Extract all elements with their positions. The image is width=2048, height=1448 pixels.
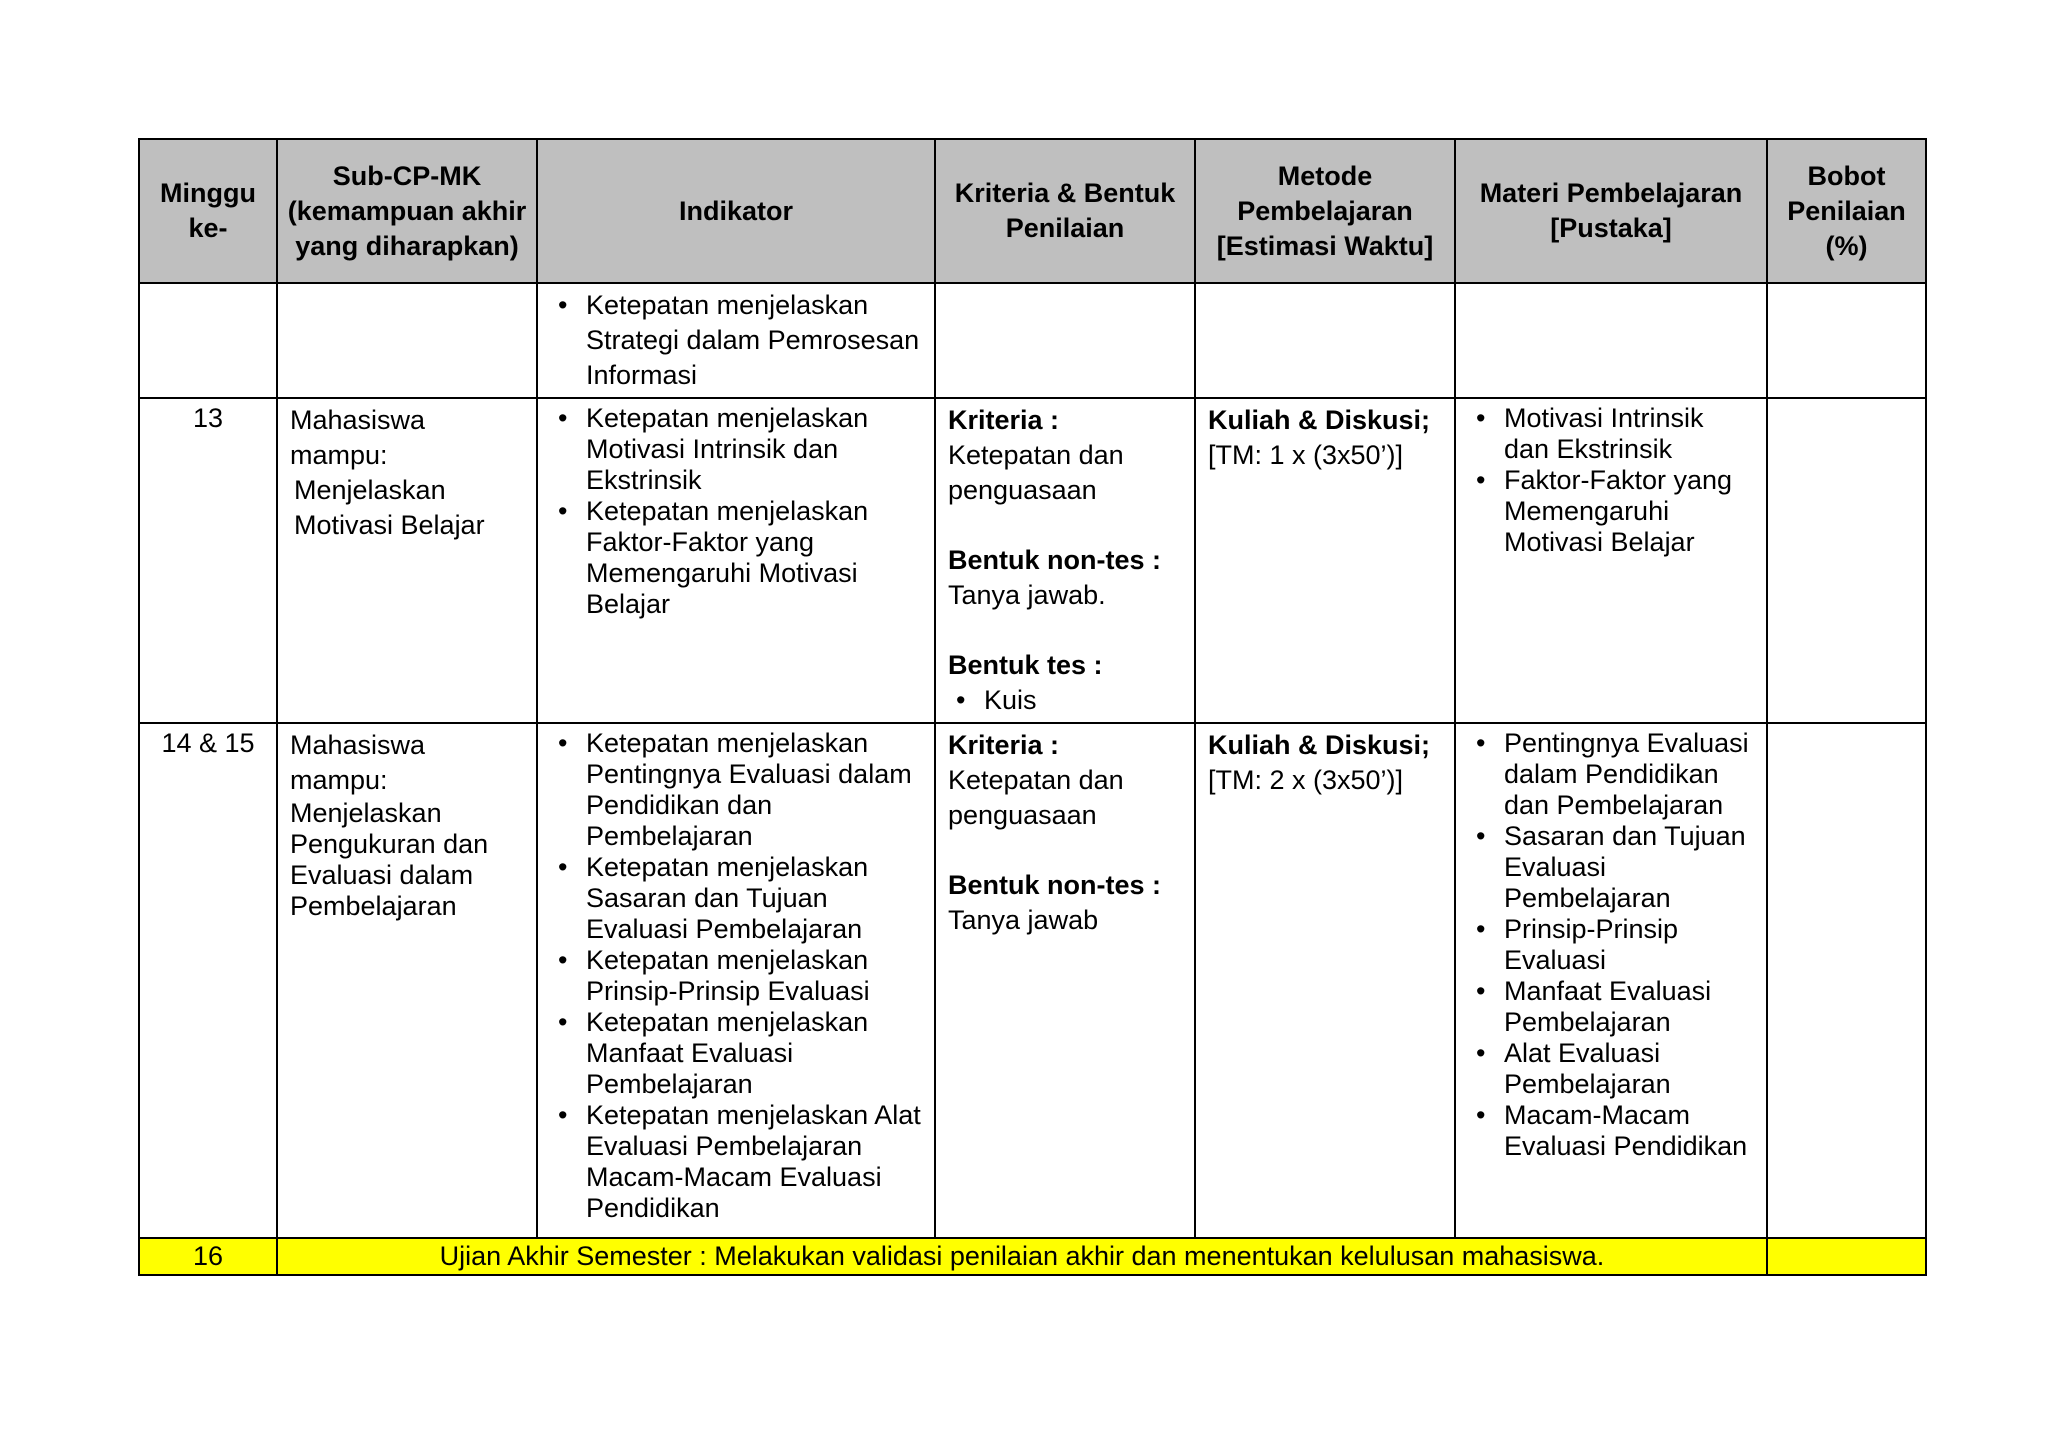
nontes-label: Bentuk non-tes : bbox=[948, 870, 1161, 900]
list-item: • Ketepatan menjelaskan Alat Evaluasi Pembelajaran Macam-Macam Evaluasi Pendidikan bbox=[550, 1100, 922, 1224]
metode-cell bbox=[1195, 283, 1455, 398]
table-row bbox=[139, 398, 1926, 723]
subcpmk-intro: Mahasiswa mampu: bbox=[290, 730, 426, 795]
list-item: • Ketepatan menjelaskan Motivasi Intrinsik dan Ekstrinsik bbox=[550, 403, 922, 496]
uas-text: Ujian Akhir Semester : Melakukan validasi penilaian akhir dan menentukan kelulusan mahasiswa. bbox=[277, 1238, 1767, 1275]
list-item: • Ketepatan menjelaskan Manfaat Evaluasi Pembelajaran bbox=[550, 1007, 922, 1100]
table-row bbox=[139, 723, 1926, 1238]
list-item: • Sasaran dan Tujuan Evaluasi Pembelajaran bbox=[1468, 821, 1754, 914]
subcpmk-intro: Mahasiswa mampu: bbox=[290, 405, 426, 470]
list-item: • Faktor-Faktor yang Memengaruhi Motivasi Belajar bbox=[1468, 465, 1754, 558]
header-indikator: Indikator bbox=[537, 139, 935, 283]
kriteria-text: Ketepatan dan penguasaan bbox=[948, 440, 1124, 505]
materi-list bbox=[1468, 728, 1754, 1162]
week-cell bbox=[139, 283, 277, 398]
indikator-cell bbox=[537, 723, 935, 1238]
indikator-list bbox=[550, 403, 922, 620]
list-item: • Ketepatan menjelaskan Strategi dalam Pemrosesan Informasi bbox=[550, 288, 922, 393]
subcpmk-text: Menjelaskan Pengukuran dan Evaluasi dalam Pembelajaran bbox=[290, 798, 489, 921]
metode-time: [TM: 2 x (3x50’)] bbox=[1208, 765, 1404, 795]
nontes-label: Bentuk non-tes : bbox=[948, 545, 1161, 575]
list-item: • Ketepatan menjelaskan Faktor-Faktor yang Memengaruhi Motivasi Belajar bbox=[550, 496, 922, 620]
table-header bbox=[139, 139, 1926, 283]
metode-time: [TM: 1 x (3x50’)] bbox=[1208, 440, 1404, 470]
week-cell: 13 bbox=[139, 398, 277, 723]
subcpmk-text: Menjelaskan Motivasi Belajar bbox=[294, 475, 485, 540]
tes-list bbox=[948, 683, 1182, 718]
kriteria-cell bbox=[935, 723, 1195, 1238]
nontes-text: Tanya jawab. bbox=[948, 580, 1106, 610]
materi-cell bbox=[1455, 398, 1767, 723]
list-item: • Motivasi Intrinsik dan Ekstrinsik bbox=[1468, 403, 1754, 465]
kriteria-cell bbox=[935, 398, 1195, 723]
header-bobot: Bobot Penilaian (%) bbox=[1767, 139, 1926, 283]
nontes-text: Tanya jawab bbox=[948, 905, 1099, 935]
indikator-cell bbox=[537, 398, 935, 723]
bobot-cell bbox=[1767, 723, 1926, 1238]
subcpmk-cell bbox=[277, 398, 537, 723]
kriteria-label: Kriteria : bbox=[948, 730, 1060, 760]
header-kriteria: Kriteria & Bentuk Penilaian bbox=[935, 139, 1195, 283]
list-item: • Alat Evaluasi Pembelajaran bbox=[1468, 1038, 1754, 1100]
materi-list bbox=[1468, 403, 1754, 558]
tes-label: Bentuk tes : bbox=[948, 650, 1103, 680]
list-item: • Manfaat Evaluasi Pembelajaran bbox=[1468, 976, 1754, 1038]
metode-cell bbox=[1195, 723, 1455, 1238]
list-item: • Macam-Macam Evaluasi Pendidikan bbox=[1468, 1100, 1754, 1162]
header-subcpmk: Sub-CP-MK (kemampuan akhir yang diharapkan) bbox=[277, 139, 537, 283]
list-item: • Pentingnya Evaluasi dalam Pendidikan dan Pembelajaran bbox=[1468, 728, 1754, 821]
metode-label: Kuliah & Diskusi; bbox=[1208, 405, 1431, 435]
subcpmk-cell bbox=[277, 283, 537, 398]
list-item: • Ketepatan menjelaskan Sasaran dan Tujuan Evaluasi Pembelajaran bbox=[550, 852, 922, 945]
bobot-cell bbox=[1767, 1238, 1926, 1275]
rps-table bbox=[138, 138, 1927, 1276]
list-item: • Ketepatan menjelaskan Pentingnya Evaluasi dalam Pendidikan dan Pembelajaran bbox=[550, 728, 922, 852]
materi-cell bbox=[1455, 283, 1767, 398]
kriteria-cell bbox=[935, 283, 1195, 398]
indikator-cell bbox=[537, 283, 935, 398]
list-item: • Ketepatan menjelaskan Prinsip-Prinsip Evaluasi bbox=[550, 945, 922, 1007]
subcpmk-cell bbox=[277, 723, 537, 1238]
kriteria-text: Ketepatan dan penguasaan bbox=[948, 765, 1124, 830]
list-item: • Kuis bbox=[948, 683, 1182, 718]
header-metode: Metode Pembelajaran [Estimasi Waktu] bbox=[1195, 139, 1455, 283]
week-cell: 14 & 15 bbox=[139, 723, 277, 1238]
header-week: Minggu ke- bbox=[139, 139, 277, 283]
list-item: • Prinsip-Prinsip Evaluasi bbox=[1468, 914, 1754, 976]
header-materi: Materi Pembelajaran [Pustaka] bbox=[1455, 139, 1767, 283]
table-row bbox=[139, 283, 1926, 398]
week-cell: 16 bbox=[139, 1238, 277, 1275]
bobot-cell bbox=[1767, 283, 1926, 398]
indikator-list bbox=[550, 288, 922, 393]
bobot-cell bbox=[1767, 398, 1926, 723]
indikator-list bbox=[550, 728, 922, 1224]
table-row-uas bbox=[139, 1238, 1926, 1275]
metode-label: Kuliah & Diskusi; bbox=[1208, 730, 1431, 760]
kriteria-label: Kriteria : bbox=[948, 405, 1060, 435]
materi-cell bbox=[1455, 723, 1767, 1238]
metode-cell bbox=[1195, 398, 1455, 723]
